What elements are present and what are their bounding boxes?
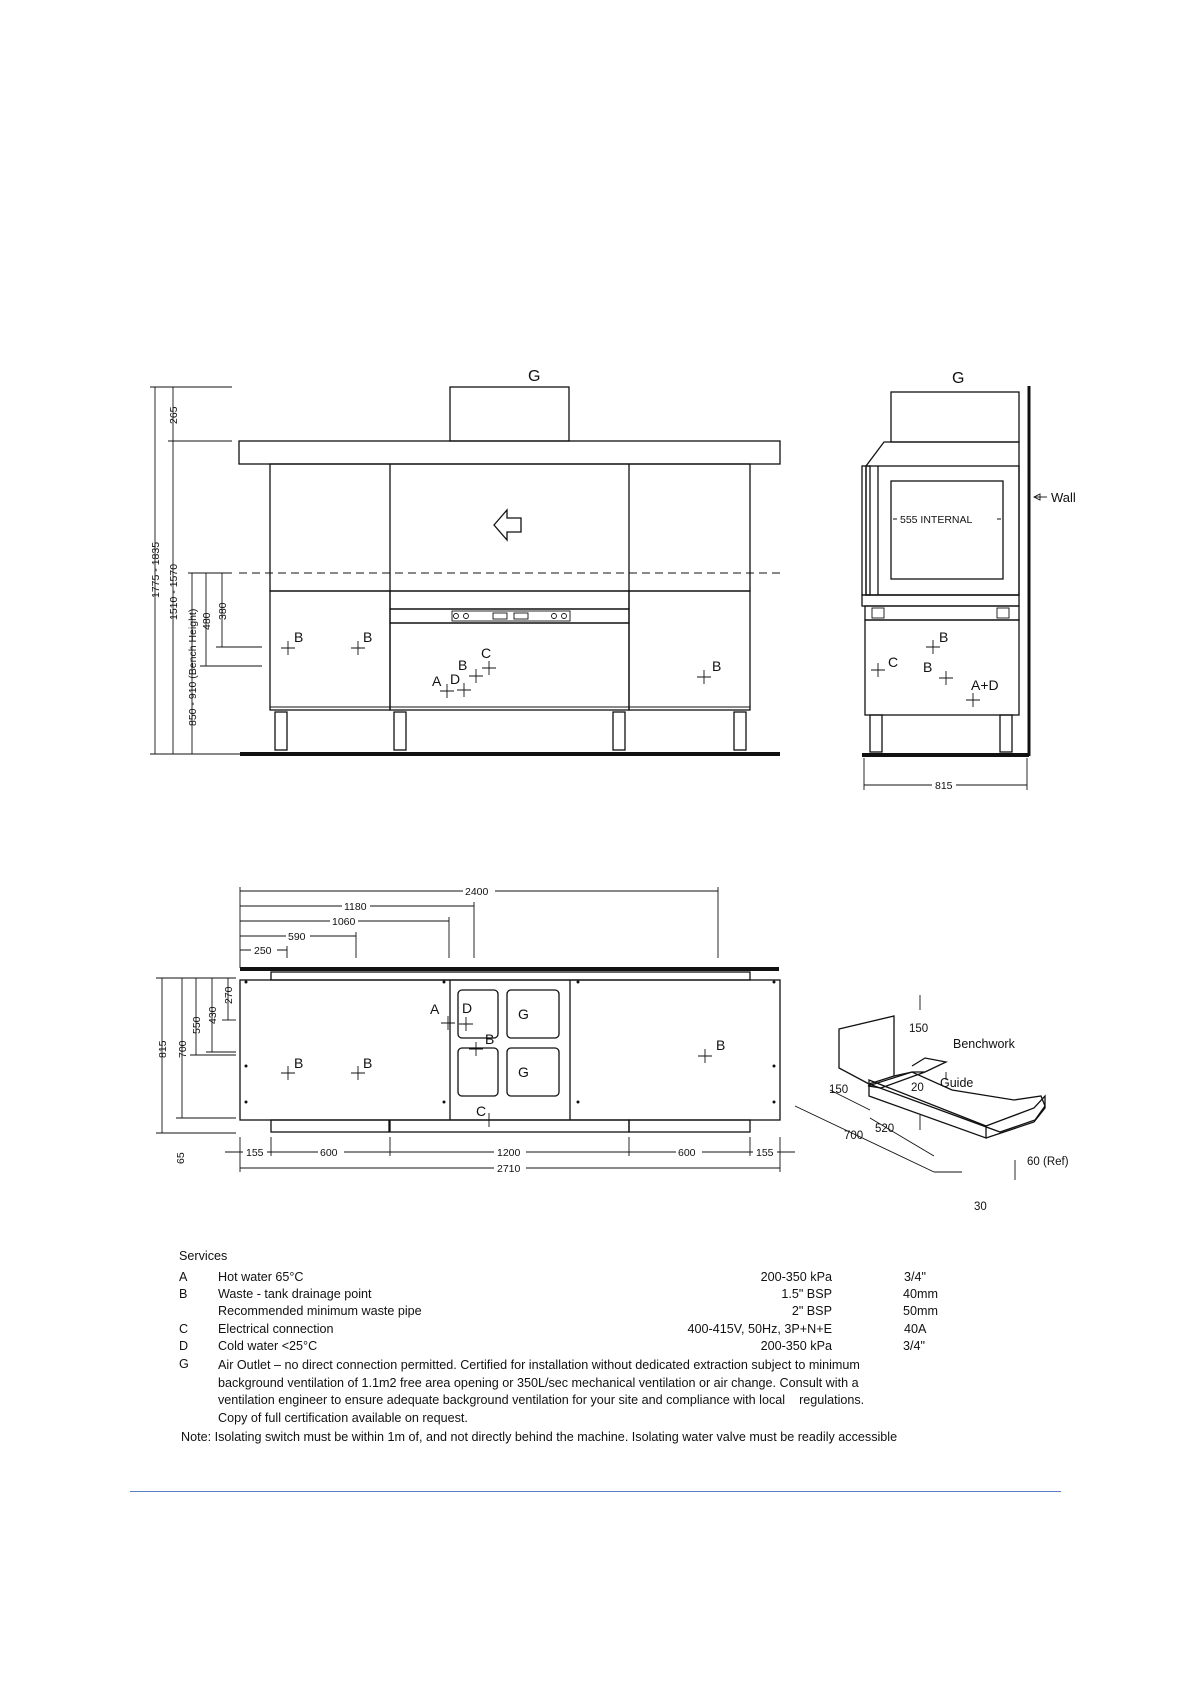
wall-label: Wall	[1051, 490, 1076, 505]
dim-850-910: 850 - 910 (Bench Height)	[187, 608, 199, 726]
dim-550: 550	[191, 1016, 203, 1034]
dim-65: 65	[175, 1152, 187, 1164]
service-key: B	[179, 1287, 188, 1301]
dim-1060: 1060	[332, 916, 356, 928]
dim-2710: 2710	[497, 1163, 521, 1175]
service-desc: Waste - tank drainage point	[218, 1287, 372, 1301]
dim-150-top: 150	[909, 1023, 929, 1035]
service-size: 3/4"	[903, 1339, 925, 1353]
dim-520: 520	[875, 1123, 895, 1135]
dim-2400: 2400	[465, 886, 489, 898]
services-row	[179, 1287, 1009, 1304]
front-a-label: A	[432, 673, 442, 689]
front-c-label: C	[481, 645, 492, 661]
bench-detail	[795, 995, 1069, 1213]
service-size: 40mm	[903, 1287, 938, 1301]
dim-20: 20	[911, 1082, 924, 1094]
plan-g-label: G	[518, 1064, 529, 1080]
front-d-label: D	[450, 671, 461, 687]
dim-815: 815	[157, 1040, 169, 1058]
service-key: D	[179, 1339, 189, 1353]
dim-60-ref: 60 (Ref)	[1027, 1156, 1069, 1168]
dim-250: 250	[254, 945, 272, 957]
side-b-label: B	[923, 659, 933, 675]
service-desc: Electrical connection	[218, 1322, 334, 1336]
front-b-label: B	[363, 629, 373, 645]
front-g-label: G	[528, 368, 541, 385]
plan-view	[156, 885, 795, 1175]
services-row	[179, 1304, 1009, 1321]
plan-c-label: C	[476, 1103, 487, 1119]
dim-600: 600	[320, 1147, 338, 1159]
air-outlet-line: ventilation engineer to ensure adequate background ventilation for your site and compliance with local regulations.	[218, 1393, 865, 1407]
dim-265: 265	[168, 406, 180, 424]
services-row	[179, 1339, 1009, 1356]
footer-rule	[130, 1491, 1061, 1492]
benchwork-label: Benchwork	[953, 1037, 1015, 1051]
service-key: G	[179, 1357, 189, 1371]
service-size: 3/4"	[904, 1270, 926, 1284]
air-outlet-line: Air Outlet – no direct connection permitted. Certified for installation without dedicated extraction subject to minimum	[218, 1358, 860, 1372]
air-outlet-line: Copy of full certification available on request.	[218, 1410, 468, 1425]
dim-555-internal: 555 INTERNAL	[900, 514, 973, 526]
dim-1510-1570: 1510 - 1570	[168, 563, 180, 620]
side-elevation	[862, 370, 1076, 792]
dim-590: 590	[288, 931, 306, 943]
dim-480: 480	[201, 612, 213, 630]
dim-1200: 1200	[497, 1147, 521, 1159]
service-spec: 2" BSP	[791, 1304, 832, 1318]
dim-600: 600	[678, 1147, 696, 1159]
service-size: 40A	[904, 1322, 927, 1336]
service-desc: Recommended minimum waste pipe	[218, 1304, 422, 1318]
side-b-label: B	[939, 629, 949, 645]
service-spec: 400-415V, 50Hz, 3P+N+E	[687, 1322, 832, 1336]
plan-b-label: B	[363, 1055, 373, 1071]
service-size: 50mm	[903, 1304, 938, 1318]
side-c-label: C	[888, 654, 899, 670]
front-b-label: B	[294, 629, 304, 645]
dim-380: 380	[217, 602, 229, 620]
service-spec: 1.5" BSP	[781, 1287, 832, 1301]
plan-a-label: A	[430, 1001, 440, 1017]
service-key: A	[179, 1270, 188, 1284]
plan-b-label: B	[716, 1037, 726, 1053]
services-row	[179, 1322, 1009, 1339]
plan-d-label: D	[462, 1000, 473, 1016]
plan-b-label: B	[485, 1031, 495, 1047]
dim-815-depth: 815	[935, 780, 953, 792]
installation-note: Note: Isolating switch must be within 1m of, and not directly behind the machine. Isolating water valve must be readily accessible	[181, 1430, 898, 1444]
dim-1775-1835: 1775 - 1835	[150, 541, 162, 598]
service-spec: 200-350 kPa	[760, 1270, 832, 1284]
side-ad-label: A+D	[971, 677, 999, 693]
dim-155: 155	[756, 1147, 774, 1159]
air-outlet-text	[218, 1357, 1018, 1427]
service-desc: Cold water <25°C	[218, 1339, 318, 1353]
dim-270: 270	[223, 986, 235, 1004]
plan-g-label: G	[518, 1006, 529, 1022]
air-outlet-line: background ventilation of 1.1m2 free area opening or 350L/sec mechanical ventilation or air change. Consult with a	[218, 1375, 859, 1390]
dim-700-bench: 700	[844, 1130, 864, 1142]
dim-430: 430	[207, 1006, 219, 1024]
front-b-label: B	[712, 658, 722, 674]
dim-150: 150	[829, 1084, 849, 1096]
guide-label: Guide	[940, 1076, 974, 1090]
dim-30: 30	[974, 1201, 987, 1213]
service-key: C	[179, 1322, 189, 1336]
dim-700: 700	[177, 1040, 189, 1058]
plan-b-label: B	[294, 1055, 304, 1071]
services-row	[179, 1270, 1009, 1287]
dim-155: 155	[246, 1147, 264, 1159]
dim-1180: 1180	[344, 901, 367, 913]
services-title: Services	[179, 1249, 228, 1263]
front-b-label: B	[458, 657, 468, 673]
service-spec: 200-350 kPa	[760, 1339, 832, 1353]
side-g-label: G	[952, 370, 965, 387]
front-elevation	[150, 368, 780, 754]
service-desc: Hot water 65°C	[218, 1270, 304, 1284]
